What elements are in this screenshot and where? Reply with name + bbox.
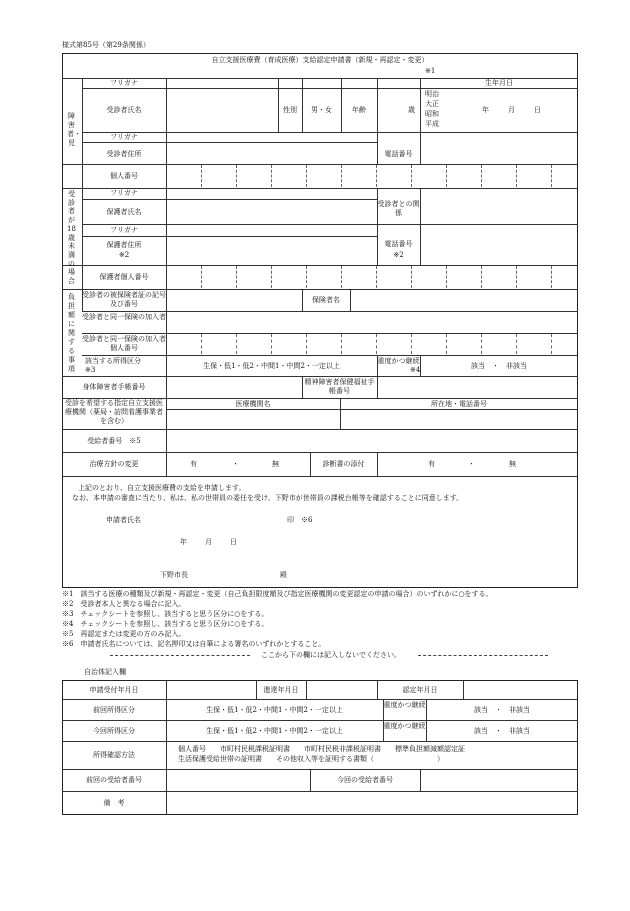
patient-furigana-label: フリガナ — [110, 79, 138, 87]
patient-section-label: 障害者・児 — [67, 112, 81, 147]
dob-day-unit: 日 — [534, 106, 541, 114]
approved-date-label: 認定年月日 — [402, 686, 438, 694]
guardian-phone-note: ※2 — [393, 251, 404, 259]
applicant-name-input[interactable] — [160, 513, 280, 527]
age-label: 年齢 — [352, 106, 366, 114]
declaration-line1: 上記のとおり、自立支援医療費の支給を申請します。 — [78, 484, 246, 492]
guardian-phone-label: 電話番号 — [384, 240, 413, 248]
address-furigana-label: フリガナ — [110, 133, 138, 141]
severe-options[interactable]: 該当 ・ 非該当 — [471, 362, 527, 370]
treatment-change-yes[interactable]: 有 — [190, 460, 197, 468]
patient-name-label: 受診者氏名 — [106, 106, 142, 114]
recipient-number-input[interactable] — [167, 430, 577, 451]
confirm-method-line1[interactable]: 個人番号 市町村民税課税証明書 市町村民税非課税証明書 標準負担額減額認定証 — [178, 745, 465, 753]
patient-address-input[interactable] — [167, 143, 376, 163]
confirm-method-line2[interactable]: 生活保護受給世帯の証明書 その他収入等を証明する書類（ ） — [178, 755, 444, 763]
guardian-address-note: ※2 — [118, 251, 130, 259]
treatment-change-dot: ・ — [232, 460, 239, 468]
cur-income-options[interactable]: 生保・低1・低2・中間1・中間2・一定以上 — [206, 727, 343, 735]
note-4: ※4 チェックシートを参照し、該当すると思う区分に○をする。 — [62, 620, 269, 628]
cur-severe-label: 重度かつ継続 — [383, 722, 426, 730]
diagnosis-dot: ・ — [468, 460, 475, 468]
patient-name-input[interactable] — [167, 89, 277, 131]
dob-month-unit: 月 — [508, 106, 515, 114]
received-date-label: 申請受付年月日 — [89, 686, 139, 694]
era-heisei[interactable]: 平成 — [425, 120, 439, 128]
patient-mynumber-label: 個人番号 — [110, 172, 138, 180]
form-number: 様式第85号（第29条関係） — [62, 41, 150, 49]
cur-severe-options[interactable]: 該当 ・ 非該当 — [474, 727, 530, 735]
prev-income-options[interactable]: 生保・低1・低2・中間1・中間2・一定以上 — [206, 706, 343, 714]
note-1: ※1 該当する医療の種類及び新規・再認定・変更（自己負担限度額及び指定医療機関の変更認定の申請の場合）のいずれかに○をする。 — [62, 590, 493, 598]
note-6: ※6 申請者氏名については、記名押印又は自筆による署名のいずれかとすること。 — [62, 640, 326, 648]
gender-label: 性別 — [283, 106, 297, 114]
era-taisho[interactable]: 大正 — [425, 100, 439, 108]
diagnosis-label: 診断書の添付 — [322, 460, 365, 468]
guardian-mynumber-label: 保護者個人番号 — [99, 273, 149, 281]
declaration-line2: なお、本申請の審査に当たり、私は、私の世帯員の委任を受け、下野市が世帯員の課税台帳等を確認することに同意します。 — [72, 494, 464, 502]
guardian-address-furigana-label: フリガナ — [110, 226, 138, 234]
date-year-unit: 年 — [180, 538, 187, 546]
office-caption: 自治体記入欄 — [84, 668, 126, 676]
seal-mark: 印 ※6 — [287, 516, 313, 524]
prev-severe-label: 重度かつ継続 — [383, 701, 426, 709]
guardian-name-input[interactable] — [167, 200, 376, 223]
confirm-method-label: 所得確認方法 — [93, 751, 135, 759]
patient-phone-label: 電話番号 — [384, 150, 413, 158]
insurer-label: 保険者名 — [312, 296, 340, 304]
dob-label: 生年月日 — [485, 79, 513, 87]
cur-recipient-number-label: 今回の受給者番号 — [337, 776, 393, 784]
mental-handbook-label: 精神障害者保健福祉手帳番号 — [304, 378, 375, 395]
insurance-number-label: 受診者の被保険者証の記号及び番号 — [82, 291, 166, 308]
honorific: 殿 — [280, 571, 287, 579]
age-unit: 歳 — [408, 106, 415, 114]
cur-income-label: 今回所得区分 — [93, 727, 135, 735]
prev-recipient-number-label: 前回の受給者番号 — [86, 776, 142, 784]
note-3: ※3 チェックシートを参照し、該当すると思う区分に○をする。 — [62, 610, 269, 618]
guardian-address-label: 保護者住所 — [106, 241, 142, 249]
applicant-name-label: 申請者氏名 — [106, 516, 141, 524]
severe-note: ※4 — [410, 366, 421, 374]
guardian-name-label: 保護者氏名 — [106, 208, 142, 216]
diagnosis-no[interactable]: 無 — [509, 460, 516, 468]
institution-label: 受診を希望する指定自立支援医療機関（薬局・訪問看護事業者を含む） — [65, 399, 163, 425]
remarks-label: 備 考 — [103, 799, 125, 807]
note-2: ※2 受診者本人と異なる場合に記入。 — [62, 600, 186, 608]
era-meiji[interactable]: 明治 — [425, 90, 439, 98]
title-note: ※1 — [425, 67, 436, 75]
dob-year-unit: 年 — [482, 106, 489, 114]
recipient-number-label: 受給者番号 ※5 — [87, 437, 141, 445]
note-5: ※5 再認定または変更の方のみ記入。 — [62, 630, 186, 638]
separator-line-right — [418, 655, 548, 656]
era-showa[interactable]: 昭和 — [425, 110, 439, 118]
separator-text: ここから下の欄には記入しないでください。 — [261, 651, 401, 659]
date-month-unit: 月 — [205, 538, 212, 546]
guardian-section-label: 受診者が18歳未満の場合 — [67, 190, 76, 286]
treatment-change-no[interactable]: 無 — [272, 460, 279, 468]
institution-name-header: 医療機関名 — [235, 400, 271, 408]
diagnosis-yes[interactable]: 有 — [428, 460, 435, 468]
same-insured-number-label: 受診者と同一保険の加入者個人番号 — [82, 335, 166, 352]
processed-date-label: 進達年月日 — [263, 686, 299, 694]
separator-line-left — [110, 655, 250, 656]
treatment-change-label: 治療方針の変更 — [89, 460, 139, 468]
prev-severe-options[interactable]: 該当 ・ 非該当 — [474, 706, 530, 714]
relation-label: 受診者との関係 — [377, 200, 420, 217]
income-class-label: 該当する所得区分 — [85, 357, 141, 365]
handbook-label: 身体障害者手帳番号 — [82, 383, 146, 391]
income-class-options[interactable]: 生保・低1・低2・中間1・中間2・一定以上 — [203, 362, 340, 370]
prev-income-label: 前回所得区分 — [93, 706, 135, 714]
severe-label: 重度かつ継続 — [377, 357, 420, 365]
form-title: 自立支援医療費（育成医療）支給認定申請書（新規・再認定・変更） — [211, 56, 429, 64]
gender-options[interactable]: 男・女 — [311, 106, 332, 114]
same-insured-label: 受診者と同一保険の加入者 — [82, 313, 166, 321]
guardian-address-input[interactable] — [167, 237, 376, 264]
date-day-unit: 日 — [230, 538, 237, 546]
addressee: 下野市長 — [160, 571, 188, 579]
guardian-furigana-label: フリガナ — [110, 189, 138, 197]
patient-address-label: 受診者住所 — [106, 150, 142, 158]
burden-section-label: 負担額に関する事項 — [68, 293, 75, 373]
income-class-note: ※3 — [85, 366, 96, 374]
institution-address-header: 所在地・電話番号 — [431, 400, 487, 408]
